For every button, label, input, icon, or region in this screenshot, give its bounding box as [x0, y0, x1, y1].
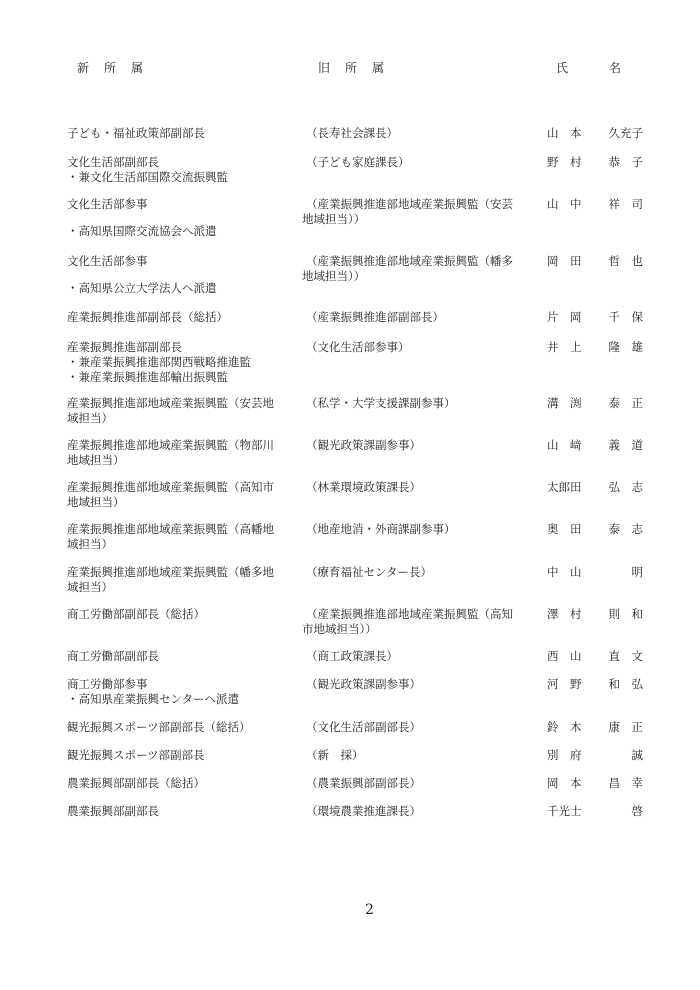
given-name: 哲 也	[608, 254, 643, 268]
new-position-note: 域担当）	[67, 580, 113, 594]
old-position-line: （子ども家庭課長）	[306, 155, 410, 169]
surname: 山 中	[547, 197, 582, 211]
new-position	[67, 480, 292, 510]
new-position	[67, 776, 292, 791]
given-name: 千 保	[608, 310, 643, 324]
given-name: 啓	[631, 804, 643, 818]
new-position	[67, 804, 292, 819]
old-position	[302, 197, 524, 227]
old-position-line: （観光政策課副参事）	[306, 438, 421, 452]
new-position-title: 文化生活部参事	[67, 254, 148, 268]
new-position-title: 産業振興推進部地域産業振興監（物部川	[67, 438, 274, 452]
new-position	[67, 649, 292, 664]
surname: 河 野	[547, 677, 582, 691]
given-name: 泰 正	[608, 396, 643, 410]
new-position-title: 産業振興推進部地域産業振興監（高知市	[67, 480, 274, 494]
surname: 岡 本	[547, 776, 582, 790]
new-position-note: ・高知県産業振興センターへ派遣	[67, 692, 240, 706]
surname: 千光士	[547, 804, 582, 818]
old-position-line: （産業振興推進部地域産業振興監（安芸	[306, 197, 513, 211]
new-position-note: 域担当）	[67, 411, 113, 425]
new-position	[67, 396, 292, 426]
new-position-title: 観光振興スポーツ部副部長（総括）	[67, 720, 251, 734]
old-position	[302, 776, 524, 791]
old-position-line: 地域担当））	[302, 212, 366, 226]
old-position	[302, 396, 524, 411]
header-char: 属	[131, 61, 144, 75]
new-position-note	[67, 212, 292, 224]
old-position-line: （産業振興推進部地域産業振興監（幡多	[306, 254, 513, 268]
new-position	[67, 340, 292, 385]
surname: 井 上	[547, 340, 582, 354]
new-position	[67, 720, 292, 735]
given-name: 義 道	[608, 438, 643, 452]
old-position	[302, 677, 524, 692]
old-position-line: （私学・大学支援課副参事）	[306, 396, 456, 410]
new-position-note: ・高知県国際交流協会へ派遣	[67, 224, 217, 238]
given-name: 和 弘	[608, 677, 643, 691]
page-number: 2	[365, 902, 374, 918]
old-position	[302, 804, 524, 819]
new-position-title: 産業振興推進部副部長	[67, 340, 182, 354]
surname: 溝 渕	[547, 396, 582, 410]
surname: 中 山	[547, 565, 582, 579]
header-char: 旧	[318, 61, 331, 75]
surname: 片 岡	[547, 310, 582, 324]
header-char: 氏	[556, 61, 569, 75]
old-position-line: （地産地消・外商課副参事）	[306, 522, 456, 536]
new-position-note: 地域担当）	[67, 453, 125, 467]
new-position	[67, 438, 292, 468]
new-position-title: 商工労働部参事	[67, 677, 148, 691]
given-name: 泰 志	[608, 522, 643, 536]
old-position-line: （新 採）	[306, 748, 364, 762]
new-position	[67, 565, 292, 595]
given-name: 弘 志	[608, 480, 643, 494]
old-position-line: （環境農業推進課長）	[306, 804, 421, 818]
new-position-note: 域担当）	[67, 537, 113, 551]
header-char: 属	[372, 61, 385, 75]
old-position	[302, 480, 524, 495]
old-position-line: 市地域担当））	[302, 622, 377, 636]
old-position-line: 地域担当））	[302, 269, 366, 283]
new-position-note: ・高知県公立大学法人へ派遣	[67, 281, 217, 295]
surname: 山 本	[547, 126, 582, 140]
new-position	[67, 126, 292, 141]
new-position	[67, 607, 292, 622]
new-position-title: 商工労働部副部長（総括）	[67, 607, 205, 621]
new-position-note: ・兼産業振興推進部輸出振興監	[67, 370, 228, 384]
old-position	[302, 310, 524, 325]
given-name: 隆 雄	[608, 340, 643, 354]
new-position-note: ・兼産業振興推進部関西戦略推進監	[67, 355, 251, 369]
new-position-title: 産業振興推進部副部長（総括）	[67, 310, 228, 324]
old-position-line: （農業振興部副部長）	[306, 776, 421, 790]
surname: 別 府	[547, 748, 582, 762]
given-name: 則 和	[608, 607, 643, 621]
old-position-line: （観光政策課副参事）	[306, 677, 421, 691]
old-position-line: （商工政策課長）	[306, 649, 398, 663]
old-position	[302, 438, 524, 453]
old-position	[302, 340, 524, 355]
new-position-title: 商工労働部副部長	[67, 649, 159, 663]
given-name: 明	[631, 565, 643, 579]
header-new-dept	[77, 59, 158, 76]
new-position-title: 子ども・福祉政策部副部長	[67, 126, 205, 140]
given-name: 久充子	[608, 126, 643, 140]
new-position	[67, 197, 292, 239]
new-position-title: 文化生活部副部長	[67, 155, 159, 169]
old-position-line: （林業環境政策課長）	[306, 480, 421, 494]
old-position	[302, 649, 524, 664]
old-position-line: （産業振興推進部地域産業振興監（高知	[306, 607, 513, 621]
header-char: 所	[104, 61, 117, 75]
new-position-note: 地域担当）	[67, 495, 125, 509]
old-position	[302, 155, 524, 170]
given-name: 康 正	[608, 720, 643, 734]
new-position	[67, 310, 292, 325]
new-position-title: 観光振興スポーツ部副部長	[67, 748, 205, 762]
old-position	[302, 254, 524, 284]
new-position	[67, 155, 292, 185]
surname: 岡 田	[547, 254, 582, 268]
old-position	[302, 720, 524, 735]
given-name: 直 文	[608, 649, 643, 663]
old-position-line: （産業振興推進部副部長）	[306, 310, 444, 324]
new-position-title: 農業振興部副部長	[67, 804, 159, 818]
surname: 澤 村	[547, 607, 582, 621]
new-position-title: 産業振興推進部地域産業振興監（幡多地	[67, 565, 274, 579]
old-position	[302, 126, 524, 141]
new-position-title: 農業振興部副部長（総括）	[67, 776, 205, 790]
old-position-line: （長寿社会課長）	[306, 126, 398, 140]
old-position-line: （療育福祉センター長）	[306, 565, 433, 579]
surname: 奥 田	[547, 522, 582, 536]
header-name	[556, 59, 662, 76]
old-position-line: （文化生活部参事）	[306, 340, 410, 354]
old-position	[302, 522, 524, 537]
surname: 山 﨑	[547, 438, 582, 452]
new-position-title: 産業振興推進部地域産業振興監（高幡地	[67, 522, 274, 536]
new-position-title: 産業振興推進部地域産業振興監（安芸地	[67, 396, 274, 410]
header-old-dept	[318, 59, 399, 76]
header-char: 新	[77, 61, 90, 75]
new-position	[67, 748, 292, 763]
given-name: 誠	[631, 748, 643, 762]
surname: 西 山	[547, 649, 582, 663]
old-position-line: （文化生活部副部長）	[306, 720, 421, 734]
new-position-title: 文化生活部参事	[67, 197, 148, 211]
surname: 太郎田	[547, 480, 582, 494]
new-position	[67, 677, 292, 707]
surname: 鈴 木	[547, 720, 582, 734]
new-position	[67, 522, 292, 552]
old-position	[302, 748, 524, 763]
old-position	[302, 565, 524, 580]
new-position	[67, 254, 292, 296]
old-position	[302, 607, 524, 637]
new-position-note: ・兼文化生活部国際交流振興監	[67, 170, 228, 184]
given-name: 昌 幸	[608, 776, 643, 790]
given-name: 祥 司	[608, 197, 643, 211]
new-position-note	[67, 269, 292, 281]
given-name: 恭 子	[608, 155, 643, 169]
surname: 野 村	[547, 155, 582, 169]
header-char: 名	[609, 61, 622, 75]
header-char: 所	[345, 61, 358, 75]
